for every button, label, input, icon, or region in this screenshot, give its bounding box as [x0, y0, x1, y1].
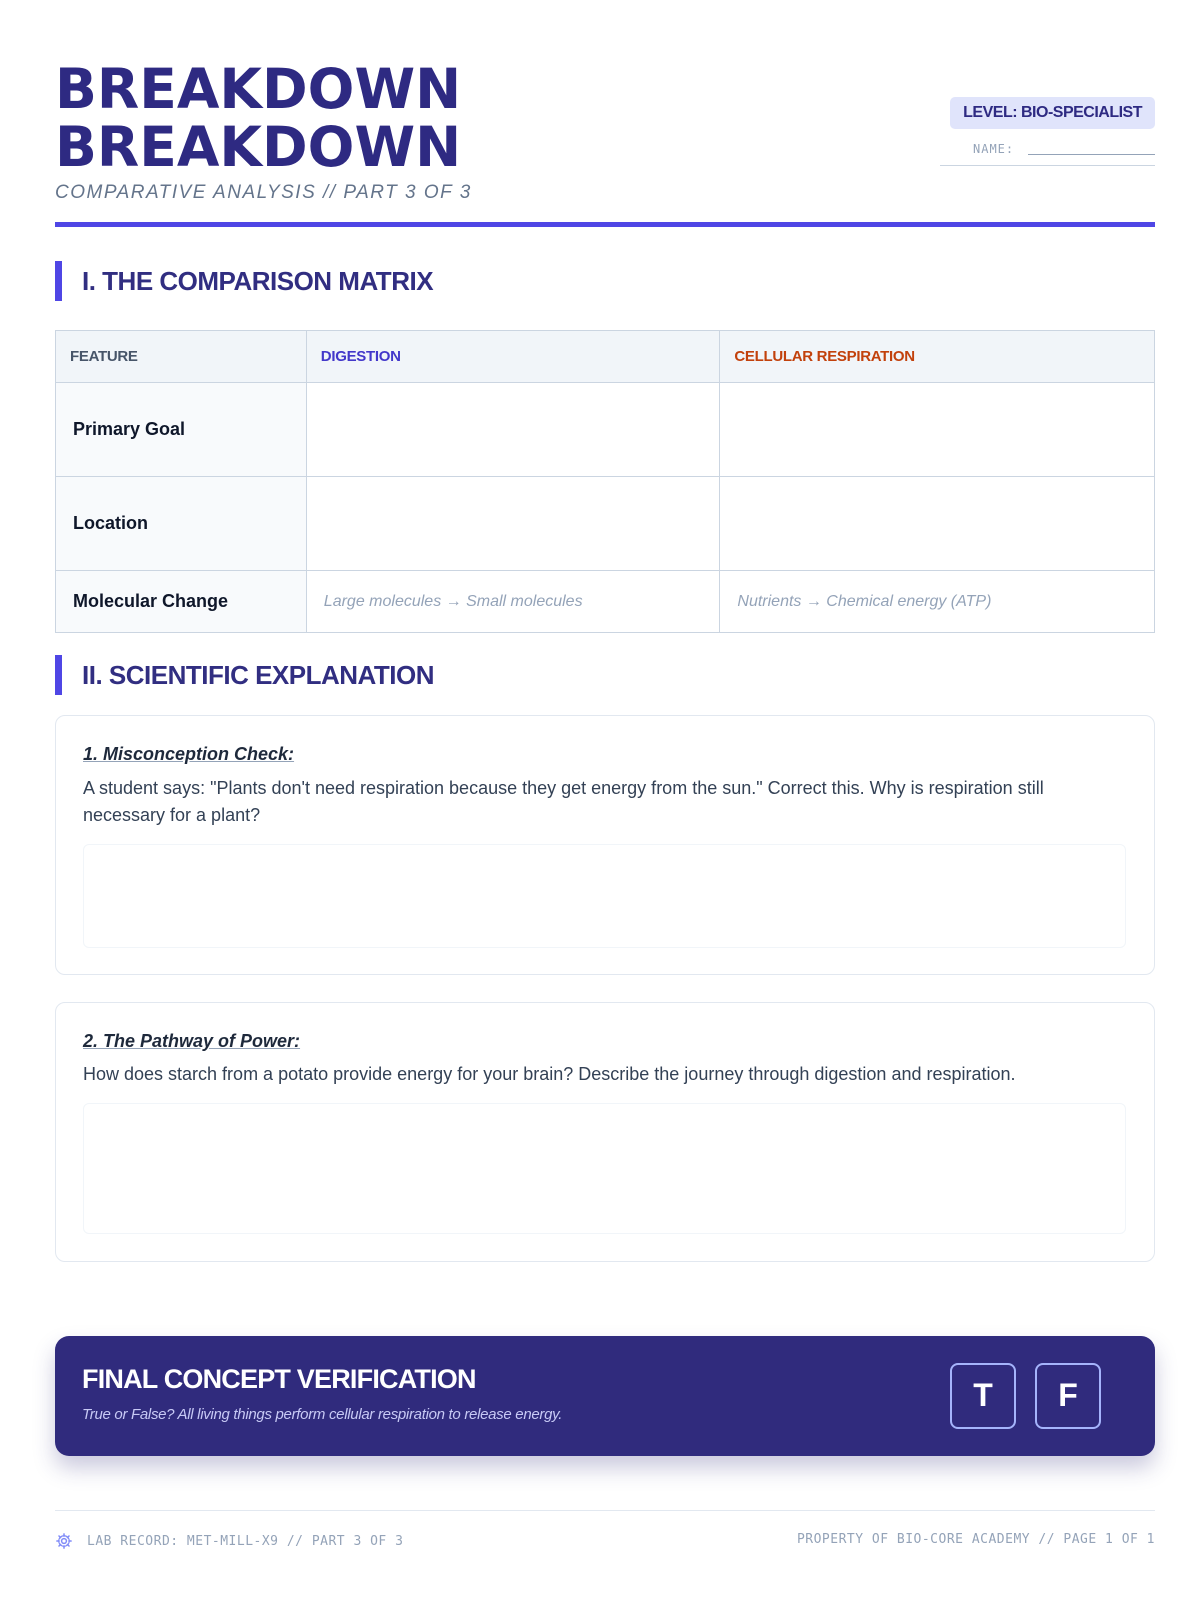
question-text: How does starch from a potato provide energy for your brain? Describe the journey through digestion and respiration. — [83, 1064, 1016, 1084]
digestion-hint-cell: Large molecules → Small molecules — [306, 571, 720, 633]
table-row — [56, 383, 1155, 477]
column-header-digestion: DIGESTION — [306, 331, 720, 383]
feature-cell: Molecular Change — [56, 571, 307, 633]
gear-icon — [55, 1532, 73, 1550]
worksheet-page — [55, 0, 1155, 1600]
column-header-feature: FEATURE — [56, 331, 307, 383]
title-line-2: BREAKDOWN — [55, 115, 462, 179]
section-heading-comparison: I. THE COMPARISON MATRIX — [55, 261, 433, 301]
respiration-hint-cell: Nutrients → Chemical energy (ATP) — [720, 571, 1155, 633]
subtitle: COMPARATIVE ANALYSIS // PART 3 OF 3 — [55, 182, 472, 203]
true-button[interactable]: T — [950, 1363, 1016, 1429]
name-line[interactable] — [1028, 154, 1155, 155]
level-badge: LEVEL: BIO-SPECIALIST — [950, 97, 1155, 129]
feature-cell: Primary Goal — [56, 383, 307, 477]
digestion-answer-cell[interactable] — [306, 477, 720, 571]
respiration-answer-cell[interactable] — [720, 477, 1155, 571]
footer-right: PROPERTY OF BIO-CORE ACADEMY // PAGE 1 OF 1 — [796, 1532, 1155, 1547]
section-heading-explanation: II. SCIENTIFIC EXPLANATION — [55, 655, 434, 695]
header — [55, 57, 1155, 230]
name-field[interactable] — [940, 142, 1155, 166]
final-verification-banner — [55, 1336, 1155, 1456]
title-line-1: BREAKDOWN — [55, 57, 462, 121]
table-row — [56, 477, 1155, 571]
footer-left — [55, 1532, 403, 1550]
name-label: NAME: — [973, 142, 1015, 156]
comparison-matrix — [55, 330, 1155, 633]
answer-box-1[interactable] — [83, 844, 1126, 948]
table-header-row — [56, 331, 1155, 383]
footer-record-text: LAB RECORD: MET-MILL-X9 // PART 3 OF 3 — [87, 1533, 404, 1549]
banner-title: FINAL CONCEPT VERIFICATION — [82, 1364, 476, 1394]
false-button[interactable]: F — [1035, 1363, 1101, 1429]
column-header-respiration: CELLULAR RESPIRATION — [720, 331, 1155, 383]
question-card-2 — [55, 1002, 1155, 1262]
footer-divider — [55, 1510, 1155, 1511]
question-card-1 — [55, 715, 1155, 975]
table-row — [56, 571, 1155, 633]
banner-subtitle: True or False? All living things perform cellular respiration to release energy. — [82, 1406, 563, 1423]
feature-cell: Location — [56, 477, 307, 571]
answer-box-2[interactable] — [83, 1103, 1126, 1234]
question-text: A student says: "Plants don't need respiration because they get energy from the sun." Correct this. Why is respiration still necessary for a plant? — [83, 778, 1044, 825]
question-title: 1. Misconception Check: — [83, 744, 295, 764]
respiration-answer-cell[interactable] — [720, 383, 1155, 477]
header-divider — [55, 222, 1155, 227]
digestion-answer-cell[interactable] — [306, 383, 720, 477]
question-title: 2. The Pathway of Power: — [83, 1031, 301, 1051]
